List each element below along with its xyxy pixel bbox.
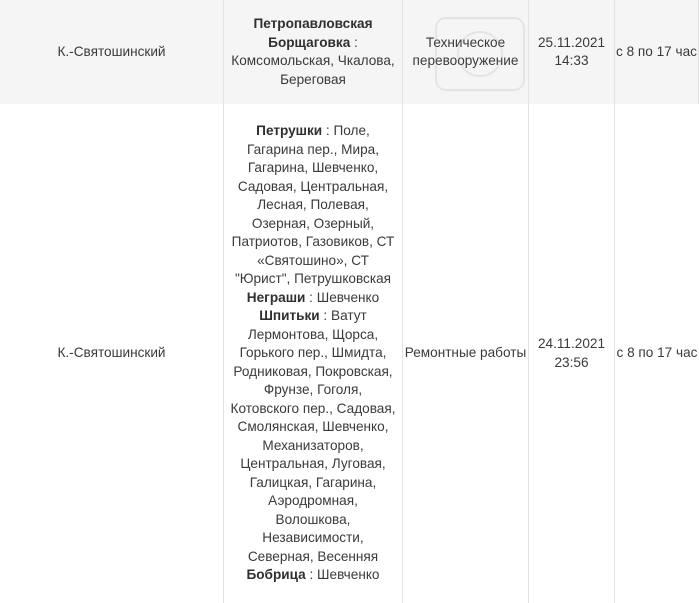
street-list: Ватут Лермонтова, Щорса, Горького пер., Шмидта, Родниковая, Покровская, Фрунзе, Гоголя, Котовского пер., Садовая, Смолянская, Шевченко, Механизаторов, Центральная, Луговая, Галицкая, Гагарина, Аэродромная, Волошкова, Независимости, Северная, Весенняя (230, 308, 396, 564)
time-text: 14:33 (554, 53, 589, 68)
place-name: Петрушки (256, 123, 323, 138)
hours-text: с 8 по 17 час (616, 43, 697, 59)
district-text: К.-Святошинский (57, 43, 166, 59)
date-text: 24.11.2021 (537, 336, 606, 351)
date-text: 25.11.2021 (537, 34, 606, 50)
hours-cell (615, 0, 699, 104)
address-list: Петрушки : Поле, Гагарина пер., Мира, Гагарина, Шевченко, Садовая, Центральная, Лесная, Полевая, Озерная, Озерный, Патриотов, Газовиков, СТ «Святошино», СТ "Юрист", Петрушковская Неграши : Шевченко Шпитьки : Ватут Лермонтова, Щорса, Горького пер., Шмидта, Родниковая, Покровская, Фрунзе, Гоголя, Котовского пер., Садовая, Смолянская, Шевченко, Механизаторов, Центральная, Луговая, Галицкая, Гагарина, Аэродромная, Волошкова, Независимости, Северная, Весенняя Бобрица : Шевченко (230, 123, 396, 582)
place-name: Шпитьки (259, 308, 320, 323)
table-row (0, 104, 699, 603)
district-cell (0, 0, 224, 104)
street-list: Комсомольская, Чкалова, Береговая (231, 53, 395, 87)
address-group: Петропавловская Борщаговка : Комсомольская, Чкалова, Береговая (231, 16, 395, 87)
place-name: Петропавловская Борщаговка (253, 16, 373, 50)
datetime-cell (529, 0, 615, 104)
street-list: Шевченко (316, 289, 380, 305)
district-text: К.-Святошинский (57, 345, 166, 361)
place-name: Бобрица (246, 567, 306, 582)
street-list: Поле, Гагарина пер., Мира, Гагарина, Шевченко, Садовая, Центральная, Лесная, Полевая, Озерная, Озерный, Патриотов, Газовиков, СТ «Святошино», СТ "Юрист", Петрушковская (231, 123, 395, 286)
work-type-cell (403, 0, 529, 104)
work-type-cell (403, 104, 529, 603)
district-cell (0, 104, 224, 603)
addresses-cell (224, 0, 403, 104)
place-name: Неграши (246, 289, 306, 305)
time-text: 23:56 (554, 354, 589, 370)
table-row (0, 0, 699, 104)
work-type-text: Ремонтные работы (404, 345, 527, 361)
hours-cell (615, 104, 699, 603)
work-type-text: Техническое перевооружение (412, 34, 519, 68)
hours-text: с 8 по 17 час (616, 345, 698, 361)
datetime-cell (529, 104, 615, 603)
addresses-cell (224, 104, 403, 603)
street-list: Шевченко (317, 567, 380, 582)
